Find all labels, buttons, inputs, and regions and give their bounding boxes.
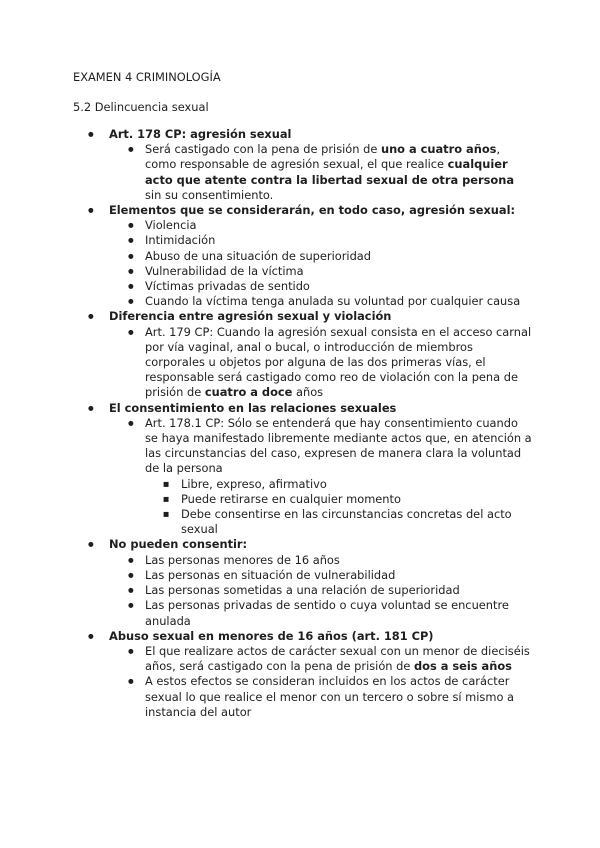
list-item	[73, 203, 533, 309]
text: , como responsable de agresión sexual, el que realice	[145, 142, 501, 172]
text: años	[292, 385, 324, 400]
bold-text: dos a seis años	[414, 659, 512, 674]
list-item	[73, 401, 533, 538]
sub-item: ● Vulnerabilidad de la víctima	[109, 264, 533, 279]
sub-item: ● Abuso de una situación de superioridad	[109, 249, 533, 264]
item-heading: El consentimiento en las relaciones sexuales	[109, 400, 397, 415]
text: Art. 179 CP:	[145, 324, 217, 339]
sub-item	[109, 325, 533, 401]
bold-text: uno a cuatro años	[380, 142, 497, 157]
text: sin su consentimiento.	[145, 187, 274, 202]
item-heading: Art. 178 CP: agresión sexual	[109, 127, 292, 141]
main-list	[73, 127, 533, 720]
sub-list	[109, 218, 533, 309]
text: Será castigado con la pena de prisión de	[145, 142, 381, 157]
sub-item: ● Cuando la víctima tenga anulada su voluntad por cualquier causa	[109, 294, 533, 309]
sub-list	[109, 416, 533, 538]
sub-sub-item: ■ Debe consentirse en las circunstancias concretas del acto sexual	[145, 507, 533, 537]
sub-item: ● Las personas en situación de vulnerabilidad	[109, 568, 533, 583]
text: El que realizare actos de carácter sexual con un menor de dieciséis años, será castigado con la pena de prisión de	[145, 643, 530, 674]
list-item	[73, 537, 533, 628]
list-item	[73, 127, 533, 203]
sub-list	[109, 644, 533, 720]
sub-item	[109, 142, 533, 203]
bold-text: cualquier acto que atente contra la libertad sexual de otra persona	[145, 157, 515, 187]
sub-item: ● Intimidación	[109, 233, 533, 248]
sub-sub-item: ■ Libre, expreso, afirmativo	[145, 477, 533, 492]
text: Cuando la agresión sexual consista en el acceso carnal por vía vaginal, anal o bucal, o introducción de miembros corporales u objetos por alguna de las dos primeras vías, el responsable será castigado como reo de violación con la pena de prisión de	[145, 324, 532, 400]
sub-item: ● Las personas sometidas a una relación de superioridad	[109, 583, 533, 598]
sub-item: ● A estos efectos se consideran incluidos en los actos de carácter sexual lo que realice el menor con un tercero o sobre sí mismo a instancia del autor	[109, 674, 533, 720]
bold-text: cuatro a doce	[204, 385, 293, 400]
text: Art. 178.1 CP: Sólo se entenderá que hay consentimiento cuando se haya manifestado libremente mediante actos que, en atención a las circunstancias del caso, expresen de manera clara la voluntad de la persona	[145, 415, 532, 476]
list-item	[73, 629, 533, 720]
item-heading: Elementos que se considerarán, en todo caso, agresión sexual:	[109, 203, 516, 218]
sub-item: ● Las personas menores de 16 años	[109, 553, 533, 568]
sub-sub-list	[145, 477, 533, 538]
sub-item: ● Víctimas privadas de sentido	[109, 279, 533, 294]
sub-list	[109, 325, 533, 401]
sub-item: ● Violencia	[109, 218, 533, 233]
item-heading: Diferencia entre agresión sexual y violación	[109, 309, 392, 324]
document-title: EXAMEN 4 CRIMINOLOGÍA	[73, 70, 221, 84]
sub-sub-item: ■ Puede retirarse en cualquier momento	[145, 492, 533, 507]
sub-list	[109, 142, 533, 203]
section-heading: 5.2 Delincuencia sexual	[73, 100, 209, 114]
sub-item	[109, 416, 533, 538]
sub-list	[109, 553, 533, 629]
sub-item: ● Las personas privadas de sentido o cuya voluntad se encuentre anulada	[109, 598, 533, 628]
item-heading: No pueden consentir:	[109, 537, 248, 552]
list-item	[73, 309, 533, 400]
sub-item	[109, 644, 533, 674]
item-heading: Abuso sexual en menores de 16 años (art. 181 CP)	[109, 628, 434, 643]
